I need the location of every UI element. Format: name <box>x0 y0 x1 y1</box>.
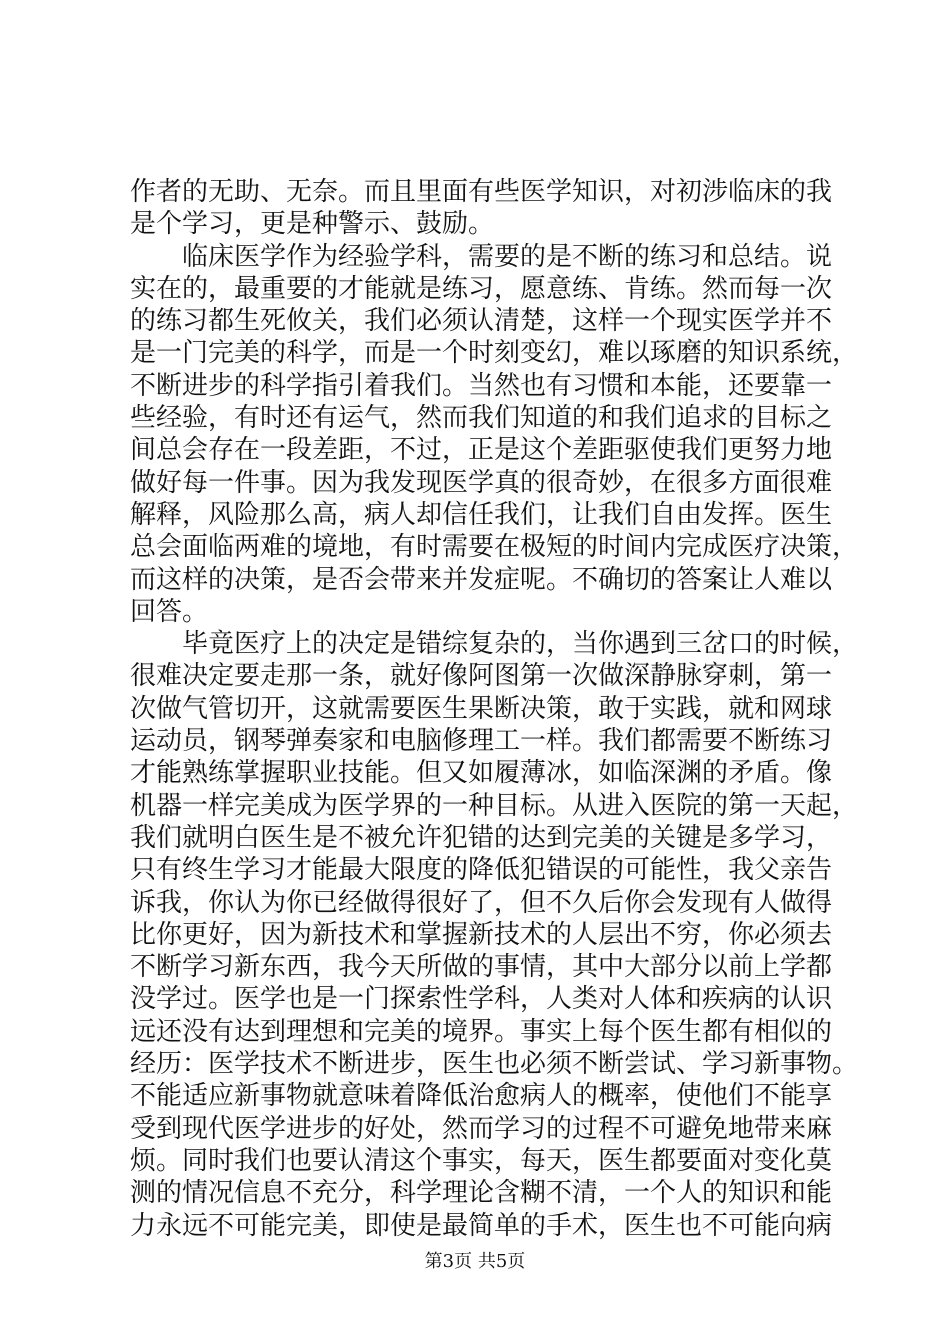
text-line: 作者的无助、无奈。而且里面有些医学知识，对初涉临床的我 <box>130 177 833 207</box>
text-line: 是一门完美的科学，而是一个时刻变幻，难以琢磨的知识系统， <box>130 338 859 369</box>
text-line: 我们就明白医生是不被允许犯错的达到完美的关键是多学习， <box>130 822 833 853</box>
text-line: 不能适应新事物就意味着降低治愈病人的概率，使他们不能享 <box>130 1081 833 1112</box>
text-line: 远还没有达到理想和完美的境界。事实上每个医生都有相似的 <box>130 1016 833 1047</box>
text-line: 测的情况信息不充分，科学理论含糊不清，一个人的知识和能 <box>130 1178 833 1209</box>
text-line: 实在的，最重要的才能就是练习，愿意练、肯练。然而每一次 <box>130 273 833 304</box>
paragraph-start-line: 临床医学作为经验学科，需要的是不断的练习和总结。说 <box>182 241 833 272</box>
text-line: 的练习都生死攸关，我们必须认清楚，这样一个现实医学并不 <box>130 306 833 337</box>
text-line: 而这样的决策，是否会带来并发症呢。不确切的答案让人难以 <box>130 564 833 595</box>
text-line: 总会面临两难的境地，有时需要在极短的时间内完成医疗决策， <box>130 532 859 563</box>
text-line: 很难决定要走那一条，就好像阿图第一次做深静脉穿刺，第一 <box>130 661 833 692</box>
text-line: 机器一样完美成为医学界的一种目标。从进入医院的第一天起， <box>130 790 859 821</box>
paragraph-start-line: 毕竟医疗上的决定是错综复杂的，当你遇到三岔口的时候， <box>182 629 859 660</box>
text-line: 解释，风险那么高，病人却信任我们，让我们自由发挥。医生 <box>130 499 833 530</box>
text-line: 烦。同时我们也要认清这个事实，每天，医生都要面对变化莫 <box>130 1145 833 1176</box>
text-line: 只有终生学习才能最大限度的降低犯错误的可能性，我父亲告 <box>130 855 833 886</box>
text-line: 是个学习，更是种警示、鼓励。 <box>130 209 495 240</box>
text-line: 运动员，钢琴弹奏家和电脑修理工一样。我们都需要不断练习 <box>130 726 833 757</box>
body-text <box>130 176 859 1242</box>
text-line: 不断进步的科学指引着我们。当然也有习惯和本能，还要靠一 <box>130 370 833 401</box>
text-line: 次做气管切开，这就需要医生果断决策，敢于实践，就和网球 <box>130 693 833 724</box>
text-line: 间总会存在一段差距，不过，正是这个差距驱使我们更努力地 <box>130 435 833 466</box>
text-line: 不断学习新东西，我今天所做的事情，其中大部分以前上学都 <box>130 952 833 983</box>
text-line: 比你更好，因为新技术和掌握新技术的人层出不穷，你必须去 <box>130 919 833 950</box>
text-line: 做好每一件事。因为我发现医学真的很奇妙，在很多方面很难 <box>130 467 833 498</box>
text-line: 回答。 <box>130 596 209 627</box>
text-line: 才能熟练掌握职业技能。但又如履薄冰，如临深渊的矛盾。像 <box>130 758 833 789</box>
text-line: 经历：医学技术不断进步，医生也必须不断尝试、学习新事物。 <box>130 1049 859 1080</box>
text-line: 力永远不可能完美，即使是最简单的手术，医生也不可能向病 <box>130 1210 833 1241</box>
text-line: 些经验，有时还有运气，然而我们知道的和我们追求的目标之 <box>130 403 833 434</box>
text-line: 没学过。医学也是一门探索性学科，人类对人体和疾病的认识 <box>130 984 833 1015</box>
text-line: 受到现代医学进步的好处，然而学习的过程不可避免地带来麻 <box>130 1113 833 1144</box>
text-line: 诉我，你认为你已经做得很好了，但不久后你会发现有人做得 <box>130 887 833 918</box>
page-number-footer: 第3页 共5页 <box>424 1251 526 1272</box>
